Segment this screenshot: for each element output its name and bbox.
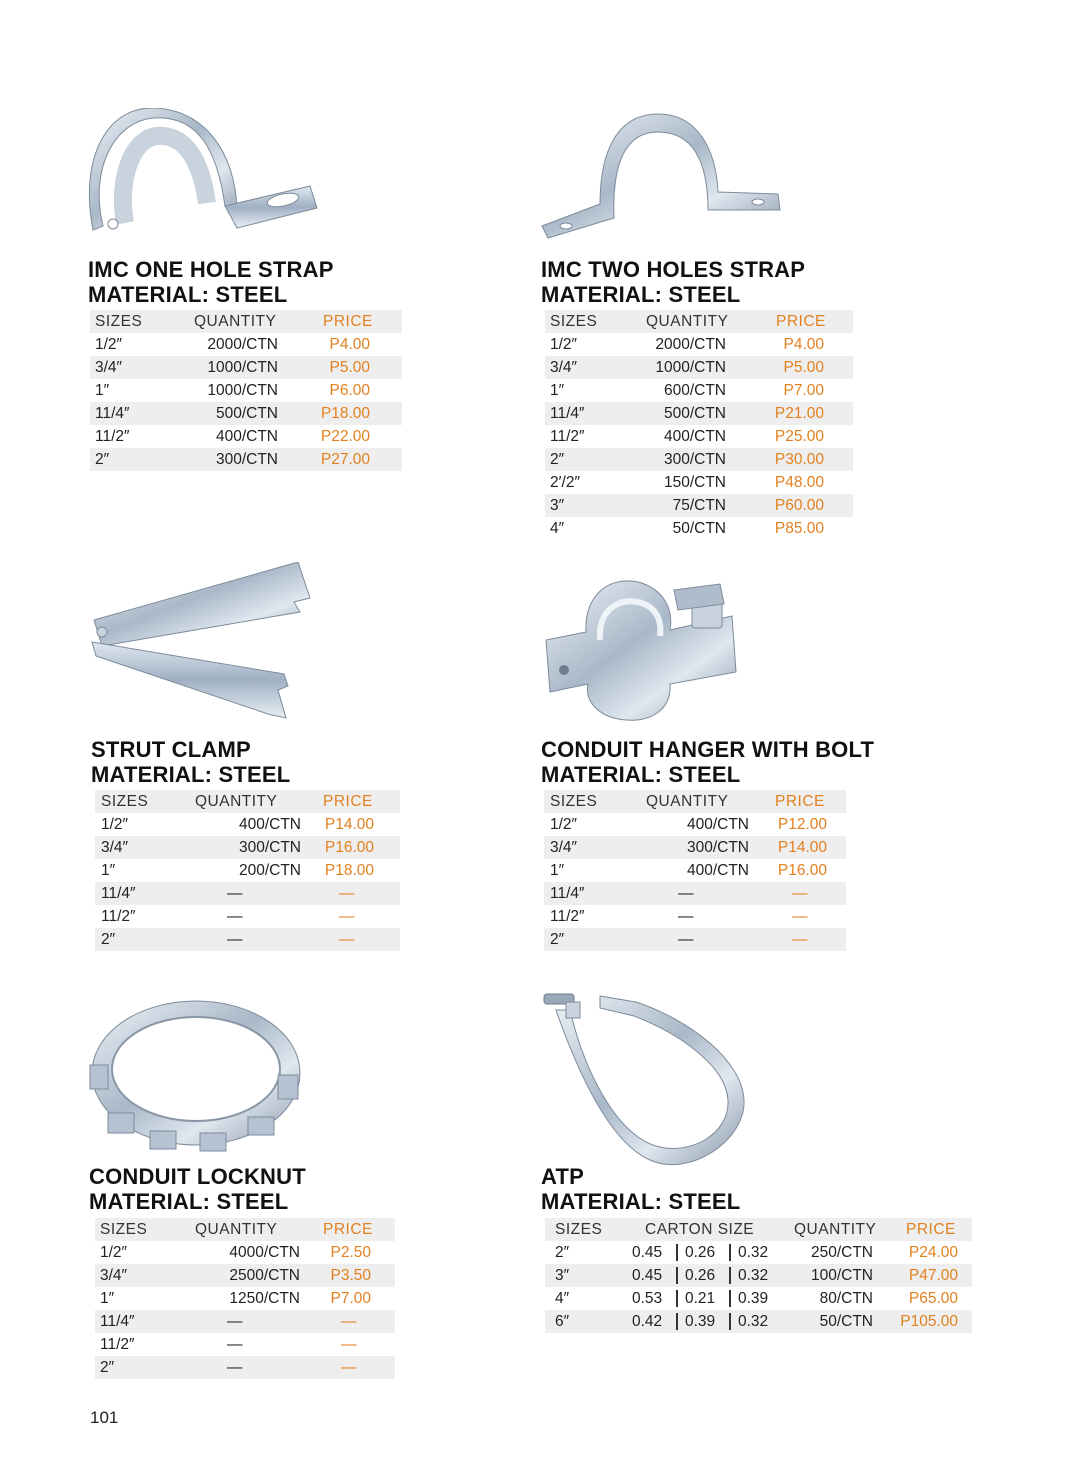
header-price: PRICE [776,313,826,330]
quantity-cell: — [227,931,243,948]
table-row [545,1287,972,1310]
table-row [545,471,853,494]
price-cell: P3.50 [330,1267,371,1284]
table-row [95,905,400,928]
product-material: MATERIAL: STEEL [88,282,288,307]
quantity-cell: 400/CTN [238,816,301,833]
carton-height-cell: 0.32 [738,1244,769,1261]
size-cell: 6″ [555,1313,570,1330]
carton-height-cell: 0.32 [738,1313,769,1330]
size-cell: 2′/2″ [550,474,580,491]
quantity-cell: 1250/CTN [229,1290,300,1307]
size-cell: 1″ [550,862,565,879]
price-cell: P18.00 [324,862,374,879]
quantity-cell: — [678,885,694,902]
table-row [545,379,853,402]
table-header [95,790,400,813]
table-row [545,517,853,540]
quantity-cell: — [227,908,243,925]
table-row [90,425,402,448]
price-cell: P105.00 [900,1313,958,1330]
price-cell: P25.00 [774,428,824,445]
price-table [545,1218,972,1333]
carton-length-cell: 0.42 [632,1313,663,1330]
product-title: ATP [541,1164,584,1189]
size-cell: 3/4″ [101,839,129,856]
column-divider [729,1313,731,1330]
size-cell: 11/4″ [550,885,585,902]
table-row [545,448,853,471]
quantity-cell: 400/CTN [686,862,749,879]
header-price: PRICE [323,793,373,810]
size-cell: 1″ [95,382,110,399]
table-header [545,310,853,333]
table-row [544,882,846,905]
size-cell: 3″ [550,497,565,514]
price-cell: P22.00 [320,428,370,445]
size-cell: 2″ [550,931,565,948]
page-number: 101 [90,1408,119,1427]
size-cell: 2″ [100,1359,115,1376]
price-cell: P47.00 [908,1267,958,1284]
size-cell: 1″ [100,1290,115,1307]
price-cell: — [339,931,355,948]
table-row [545,402,853,425]
header-quantity: QUANTITY [195,793,278,810]
quantity-cell: 100/CTN [810,1267,873,1284]
price-cell: P7.00 [330,1290,371,1307]
price-cell: P16.00 [777,862,827,879]
table-row [95,1287,395,1310]
size-cell: 1/2″ [550,816,578,833]
price-table [95,790,400,951]
quantity-cell: 600/CTN [663,382,726,399]
one-hole-strap-image [85,108,325,248]
header-price: PRICE [323,313,373,330]
table-row [544,813,846,836]
column-divider [729,1244,731,1261]
table-row [90,356,402,379]
price-cell: — [792,885,808,902]
price-cell: P21.00 [774,405,824,422]
size-cell: 1″ [550,382,565,399]
table-row [90,333,402,356]
product-material: MATERIAL: STEEL [91,762,291,787]
two-holes-strap-image [538,110,783,245]
table-row [545,1241,972,1264]
carton-width-cell: 0.26 [685,1244,716,1261]
quantity-cell: 1000/CTN [207,382,278,399]
size-cell: 11/2″ [550,428,585,445]
table-row [545,1310,972,1333]
size-cell: 3/4″ [550,359,578,376]
size-cell: 1/2″ [101,816,129,833]
quantity-cell: 2500/CTN [229,1267,300,1284]
table-row [95,1333,395,1356]
carton-width-cell: 0.39 [685,1313,716,1330]
header-quantity: QUANTITY [194,313,277,330]
header-quantity: QUANTITY [646,793,729,810]
atp-hanger-image [540,990,750,1170]
quantity-cell: 1000/CTN [655,359,726,376]
table-row [95,1264,395,1287]
price-cell: — [339,885,355,902]
quantity-cell: 400/CTN [215,428,278,445]
price-cell: P27.00 [320,451,370,468]
carton-height-cell: 0.39 [738,1290,769,1307]
table-row [95,836,400,859]
price-cell: P60.00 [774,497,824,514]
quantity-cell: 250/CTN [810,1244,873,1261]
quantity-cell: — [678,908,694,925]
price-cell: P6.00 [329,382,370,399]
price-cell: P5.00 [329,359,370,376]
product-material: MATERIAL: STEEL [541,282,741,307]
header-sizes: SIZES [95,313,143,330]
table-row [95,1310,395,1333]
header-sizes: SIZES [550,793,598,810]
price-cell: P48.00 [774,474,824,491]
price-cell: P30.00 [774,451,824,468]
column-divider [729,1290,731,1307]
table-row [90,379,402,402]
size-cell: 11/2″ [95,428,130,445]
column-divider [676,1313,678,1330]
size-cell: 11/4″ [101,885,136,902]
quantity-cell: 50/CTN [819,1313,873,1330]
quantity-cell: 150/CTN [663,474,726,491]
price-table [545,310,853,540]
product-title: STRUT CLAMP [91,737,251,762]
price-cell: P24.00 [908,1244,958,1261]
quantity-cell: 1000/CTN [207,359,278,376]
size-cell: 3/4″ [95,359,123,376]
price-cell: P12.00 [777,816,827,833]
price-cell: — [341,1313,357,1330]
table-row [544,928,846,951]
quantity-cell: 300/CTN [238,839,301,856]
quantity-cell: 4000/CTN [229,1244,300,1261]
table-row [95,1356,395,1379]
size-cell: 2″ [101,931,116,948]
carton-height-cell: 0.32 [738,1267,769,1284]
size-cell: 4″ [555,1290,570,1307]
price-table [90,310,402,471]
size-cell: 11/2″ [100,1336,135,1353]
quantity-cell: 200/CTN [238,862,301,879]
header-sizes: SIZES [100,1221,148,1238]
product-title: CONDUIT HANGER WITH BOLT [541,737,875,762]
quantity-cell: 500/CTN [215,405,278,422]
carton-length-cell: 0.53 [632,1290,663,1307]
quantity-cell: 2000/CTN [207,336,278,353]
product-material: MATERIAL: STEEL [541,762,741,787]
quantity-cell: — [227,1359,243,1376]
carton-width-cell: 0.26 [685,1267,716,1284]
table-row [545,494,853,517]
price-cell: P85.00 [774,520,824,537]
size-cell: 11/2″ [550,908,585,925]
table-row [544,836,846,859]
header-price: PRICE [323,1221,373,1238]
quantity-cell: 300/CTN [663,451,726,468]
price-cell: P14.00 [324,816,374,833]
price-cell: P16.00 [324,839,374,856]
price-table [95,1218,395,1379]
price-cell: — [792,931,808,948]
quantity-cell: 300/CTN [215,451,278,468]
column-divider [729,1267,731,1284]
header-sizes: SIZES [555,1221,603,1238]
header-price: PRICE [906,1221,956,1238]
quantity-cell: 75/CTN [672,497,726,514]
header-quantity: QUANTITY [794,1221,877,1238]
table-header [545,1218,972,1241]
size-cell: 3/4″ [550,839,578,856]
column-divider [676,1244,678,1261]
table-row [95,928,400,951]
size-cell: 11/4″ [100,1313,135,1330]
table-row [545,333,853,356]
header-carton-size: CARTON SIZE [645,1221,755,1238]
price-cell: — [792,908,808,925]
header-quantity: QUANTITY [646,313,729,330]
table-row [95,1241,395,1264]
quantity-cell: 2000/CTN [655,336,726,353]
quantity-cell: — [227,1336,243,1353]
table-row [545,356,853,379]
price-cell: P18.00 [320,405,370,422]
price-cell: — [339,908,355,925]
quantity-cell: 80/CTN [819,1290,873,1307]
table-row [544,859,846,882]
price-cell: — [341,1359,357,1376]
size-cell: 11/2″ [101,908,136,925]
product-title: CONDUIT LOCKNUT [89,1164,306,1189]
table-row [90,402,402,425]
size-cell: 2″ [550,451,565,468]
size-cell: 1/2″ [95,336,123,353]
column-divider [676,1290,678,1307]
quantity-cell: 400/CTN [663,428,726,445]
quantity-cell: 500/CTN [663,405,726,422]
table-row [545,425,853,448]
table-row [95,813,400,836]
size-cell: 3/4″ [100,1267,128,1284]
header-quantity: QUANTITY [195,1221,278,1238]
table-header [544,790,846,813]
carton-length-cell: 0.45 [632,1244,663,1261]
size-cell: 2″ [95,451,110,468]
carton-width-cell: 0.21 [685,1290,716,1307]
size-cell: 1/2″ [100,1244,128,1261]
product-material: MATERIAL: STEEL [89,1189,289,1214]
size-cell: 1/2″ [550,336,578,353]
price-cell: P14.00 [777,839,827,856]
quantity-cell: 50/CTN [672,520,726,537]
quantity-cell: — [227,1313,243,1330]
table-row [545,1264,972,1287]
price-cell: P4.00 [783,336,824,353]
strut-clamp-image [88,562,316,724]
table-row [95,859,400,882]
header-sizes: SIZES [101,793,149,810]
size-cell: 4″ [550,520,565,537]
header-price: PRICE [775,793,825,810]
quantity-cell: — [227,885,243,902]
table-row [90,448,402,471]
price-cell: — [341,1336,357,1353]
price-cell: P4.00 [329,336,370,353]
product-material: MATERIAL: STEEL [541,1189,741,1214]
price-table [544,790,846,951]
size-cell: 3″ [555,1267,570,1284]
product-title: IMC TWO HOLES STRAP [541,257,806,282]
size-cell: 11/4″ [95,405,130,422]
quantity-cell: 300/CTN [686,839,749,856]
table-header [95,1218,395,1241]
price-cell: P5.00 [783,359,824,376]
quantity-cell: — [678,931,694,948]
conduit-hanger-image [540,560,740,725]
size-cell: 11/4″ [550,405,585,422]
column-divider [676,1267,678,1284]
carton-length-cell: 0.45 [632,1267,663,1284]
product-title: IMC ONE HOLE STRAP [88,257,334,282]
table-row [95,882,400,905]
quantity-cell: 400/CTN [686,816,749,833]
size-cell: 2″ [555,1244,570,1261]
locknut-image [88,995,304,1155]
header-sizes: SIZES [550,313,598,330]
price-cell: P7.00 [783,382,824,399]
table-header [90,310,402,333]
price-cell: P65.00 [908,1290,958,1307]
price-cell: P2.50 [330,1244,371,1261]
table-row [544,905,846,928]
size-cell: 1″ [101,862,116,879]
